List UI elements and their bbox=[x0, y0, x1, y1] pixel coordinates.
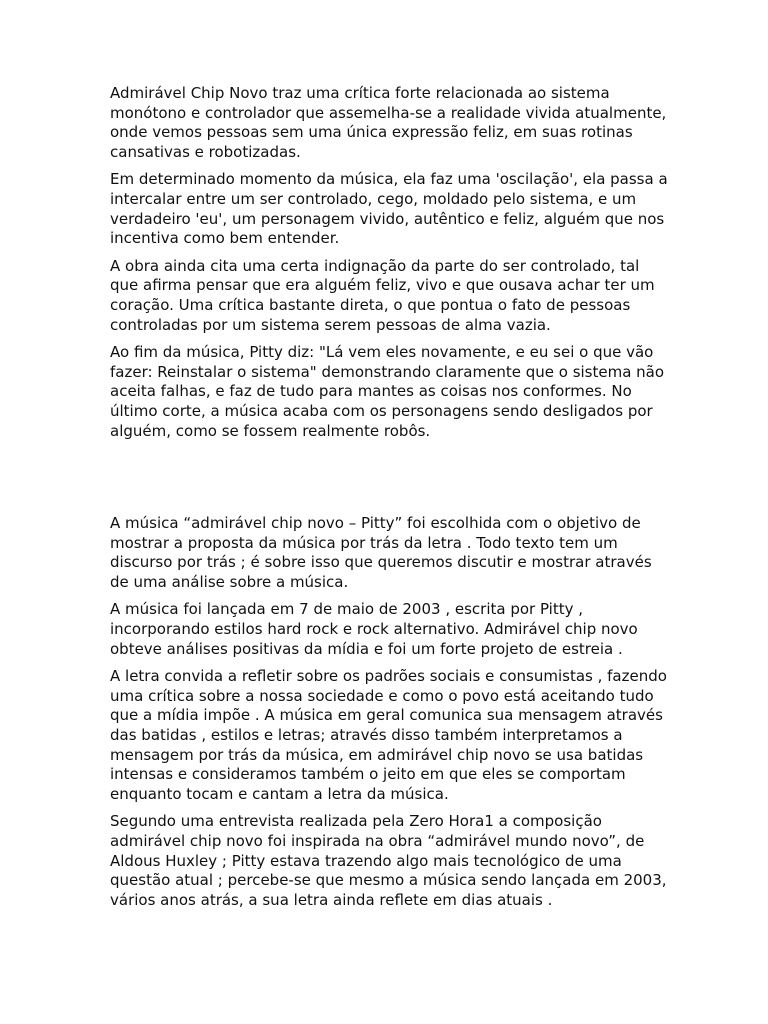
text-section-1 bbox=[110, 84, 670, 449]
paragraph: A música “admirável chip novo – Pitty” foi escolhida com o objetivo de mostrar a proposta da música por trás da letra . Todo texto tem um discurso por trás ; é sobre isso que queremos discutir e mostrar através de uma análise sobre a música. bbox=[110, 514, 652, 591]
paragraph: A letra convida a refletir sobre os padrões sociais e consumistas , fazendo uma crítica sobre a nossa sociedade e como o povo está aceitando tudo que a mídia impõe . A música em geral comunica sua mensagem através das batidas , estilos e letras; através disso também interpretamos a mensagem por trás da música, em admirável chip novo se usa batidas intensas e consideramos também o jeito em que eles se comportam enquanto tocam e cantam a letra da música. bbox=[110, 667, 667, 803]
paragraph: Segundo uma entrevista realizada pela Zero Hora1 a composição admirável chip novo foi inspirada na obra “admirável mundo novo”, de Aldous Huxley ; Pitty estava trazendo algo mais tecnológico de uma questão atual ; percebe-se que mesmo a música sendo lançada em 2003, vários anos atrás, a sua letra ainda reflete em dias atuais . bbox=[110, 812, 667, 909]
paragraph: Admirável Chip Novo traz uma crítica forte relacionada ao sistema monótono e controlador que assemelha-se a realidade vivida atualmente, onde vemos pessoas sem uma única expressão feliz, em suas rotinas cansativas e robotizadas. bbox=[110, 84, 667, 161]
paragraph: Ao fim da música, Pitty diz: "Lá vem eles novamente, e eu sei o que vão fazer: Reinstalar o sistema" demonstrando claramente que o sistema não aceita falhas, e faz de tudo para mantes as coisas nos conformes. No último corte, a música acaba com os personagens sendo desligados por alguém, como se fossem realmente robôs. bbox=[110, 343, 665, 440]
paragraph: A obra ainda cita uma certa indignação da parte do ser controlado, tal que afirma pensar que era alguém feliz, vivo e que ousava achar ter um coração. Uma crítica bastante direta, o que pontua o fato de pessoas controladas por um sistema serem pessoas de alma vazia. bbox=[110, 256, 655, 334]
text-section-2 bbox=[110, 514, 670, 918]
paragraph: A música foi lançada em 7 de maio de 2003 , escrita por Pitty , incorporando estilos hard rock e rock alternativo. Admirável chip novo obteve análises positivas da mídia e foi um forte projeto de estreia . bbox=[110, 600, 638, 658]
paragraph: Em determinado momento da música, ela faz uma 'oscilação', ela passa a intercalar entre um ser controlado, cego, moldado pelo sistema, e um verdadeiro 'eu', um personagem vivido, autêntico e feliz, alguém que nos incentiva como bem entender. bbox=[110, 170, 668, 248]
